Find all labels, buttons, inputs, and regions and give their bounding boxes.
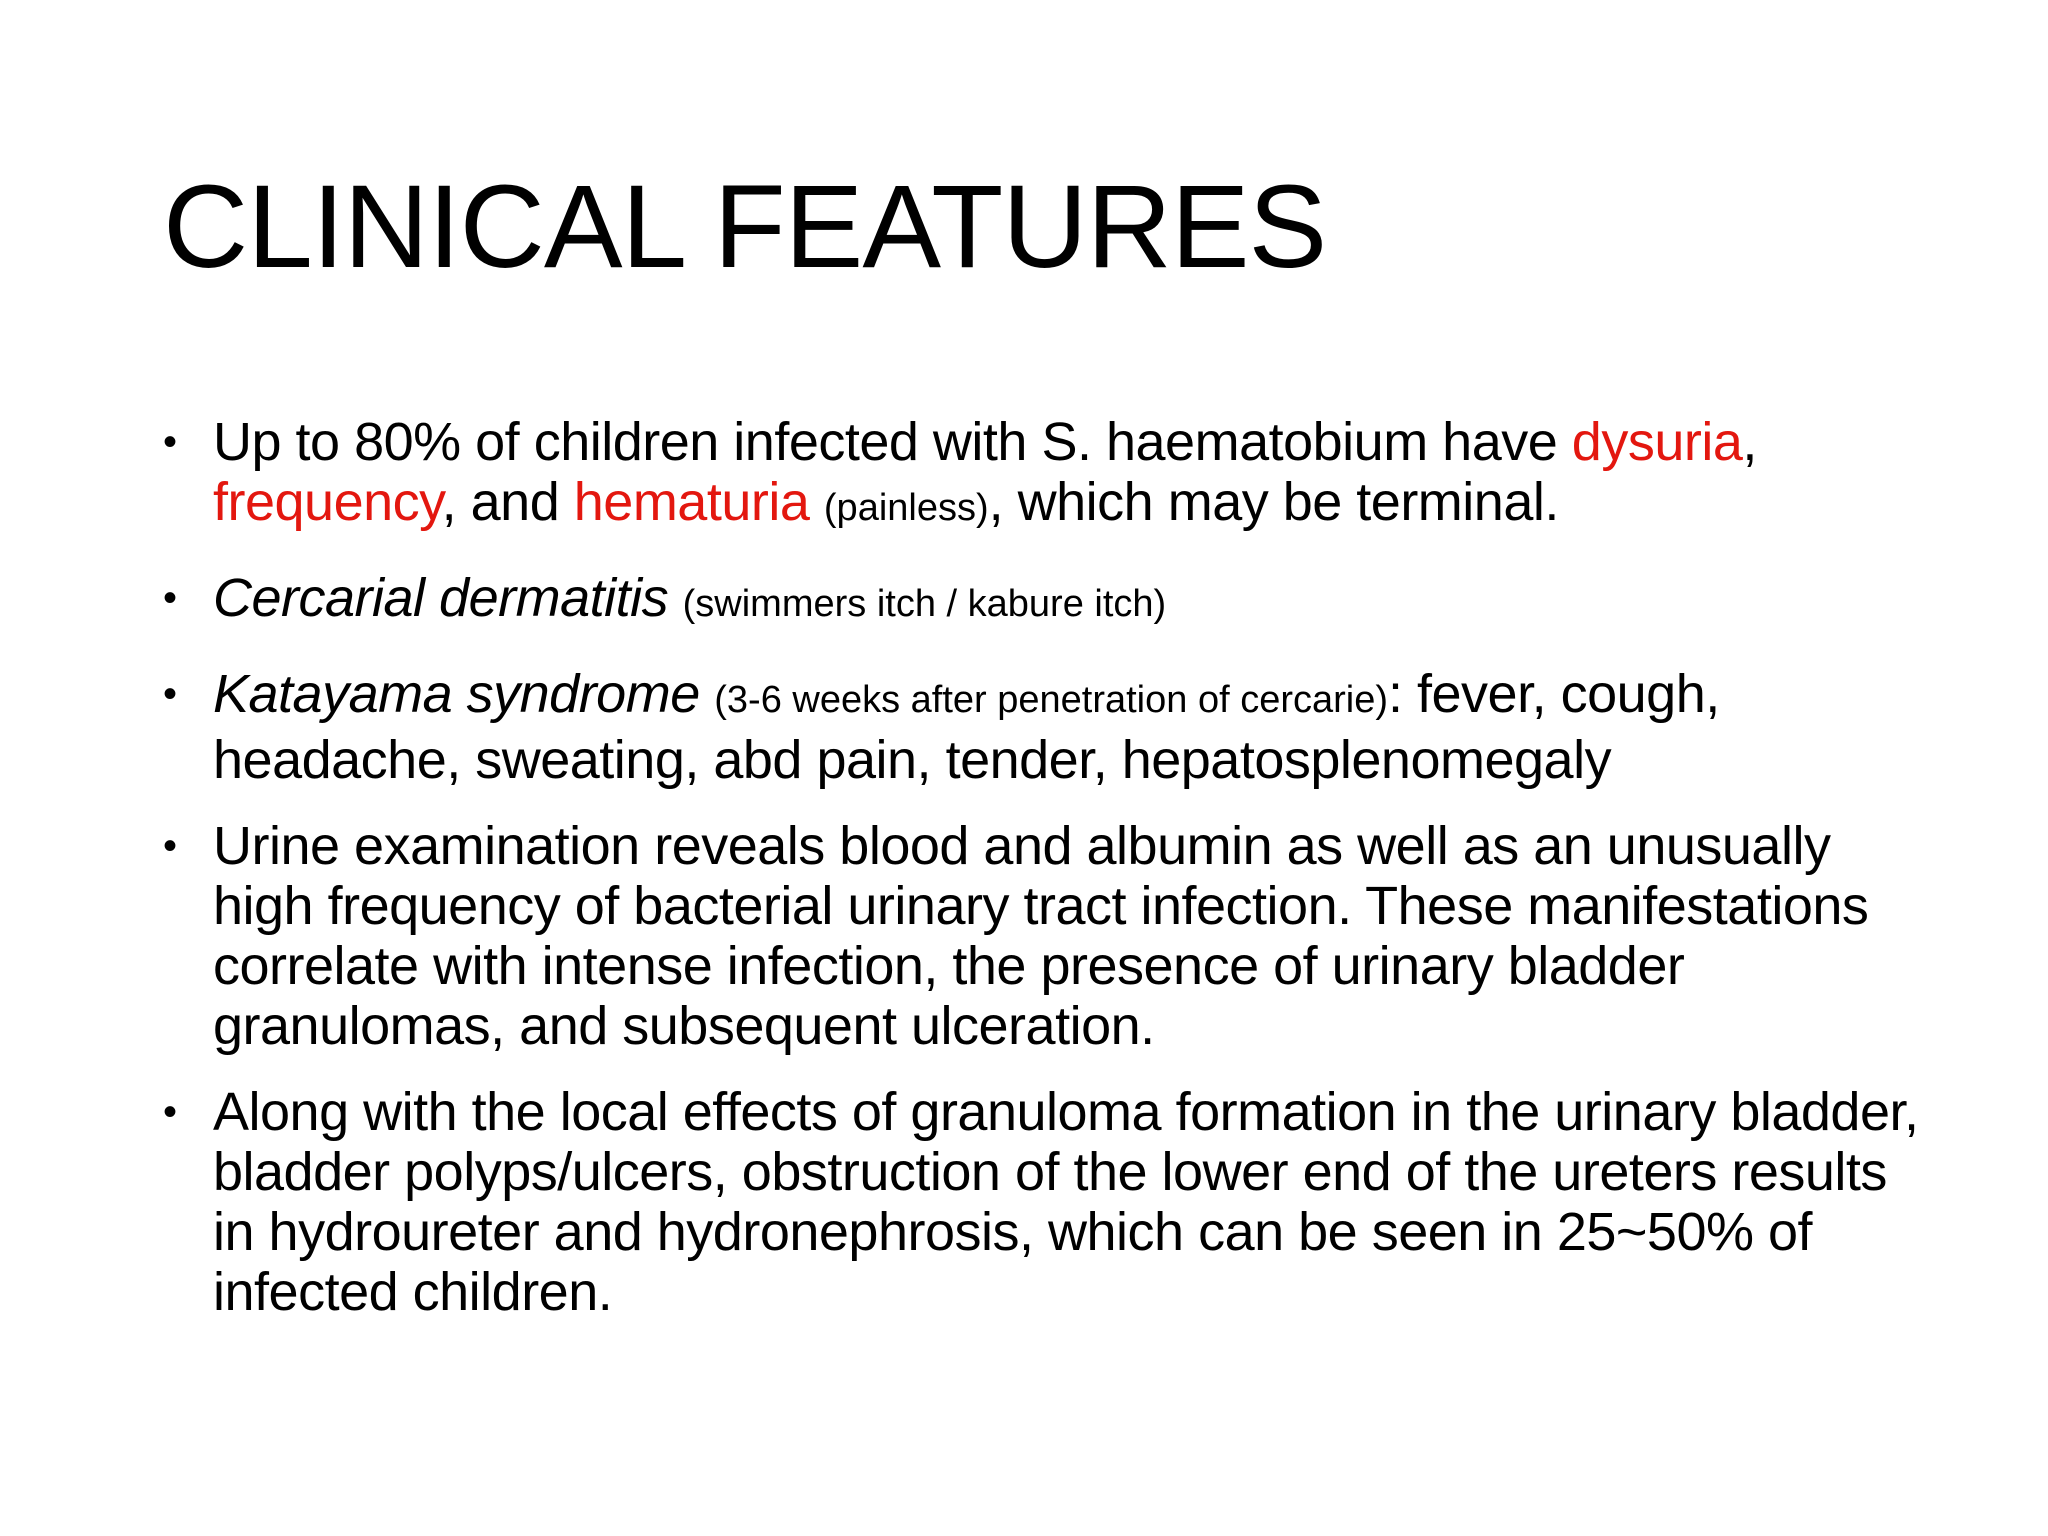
bullet-text: Up to 80% of children infected with S. haematobium have — [213, 412, 1572, 472]
bullet-text: , which may be terminal. — [988, 472, 1559, 532]
bullet-note: (swimmers itch / kabure itch) — [682, 583, 1167, 625]
bullet-item — [163, 664, 1923, 790]
bullet-text — [809, 472, 824, 532]
bullet-item — [163, 1082, 1923, 1322]
bullet-note: (painless) — [823, 487, 989, 529]
bullet-text: , and — [441, 472, 574, 532]
highlight-frequency: frequency — [213, 472, 442, 532]
slide-title: CLINICAL FEATURES — [163, 161, 1327, 293]
bullet-list — [163, 412, 1923, 1322]
bullet-note: (3-6 weeks after penetration of cercarie) — [714, 679, 1389, 721]
bullet-dot-icon: • — [163, 576, 177, 620]
highlight-dysuria: dysuria — [1571, 412, 1743, 472]
bullet-item — [163, 412, 1923, 538]
bullet-item — [163, 816, 1923, 1056]
bullet-text: Along with the local effects of granuloma formation in the urinary bladder, bladder polyps/ulcers, obstruction of the lower end of the ureters results in hydroureter and hydronephrosis, which can be seen in 25~50% of infected children. — [213, 1082, 1919, 1322]
bullet-text: , — [1742, 412, 1757, 472]
bullet-term: Cercarial dermatitis — [213, 568, 669, 628]
bullet-item — [163, 568, 1923, 634]
bullet-term: Katayama syndrome — [213, 664, 700, 724]
bullet-dot-icon: • — [163, 672, 177, 716]
bullet-dot-icon: • — [163, 1090, 177, 1134]
highlight-hematuria: hematuria — [573, 472, 810, 532]
bullet-text: : fever, cough, headache, sweating, abd pain, tender, hepatosplenomegaly — [213, 664, 1720, 790]
bullet-text — [668, 568, 683, 628]
bullet-text — [700, 664, 715, 724]
bullet-dot-icon: • — [163, 824, 177, 868]
bullet-text: Urine examination reveals blood and albumin as well as an unusually high frequency of bacterial urinary tract infection. These manifestations correlate with intense infection, the presence of urinary bladder granulomas, and subsequent ulceration. — [213, 816, 1869, 1056]
bullet-dot-icon: • — [163, 420, 177, 464]
